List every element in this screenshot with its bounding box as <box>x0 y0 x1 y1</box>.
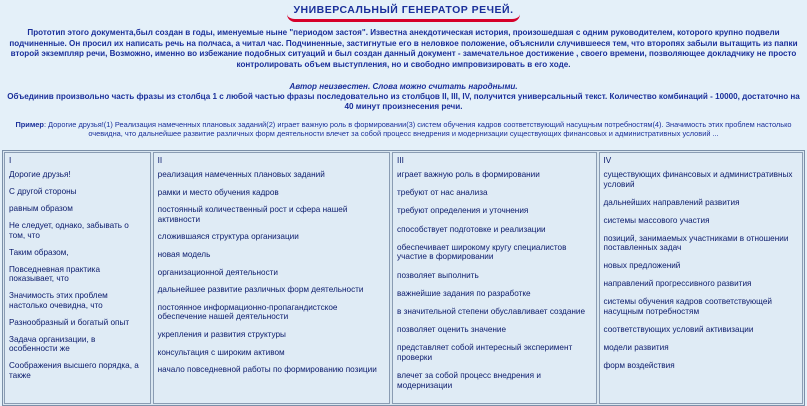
phrase-item: требуют от нас анализа <box>397 188 488 198</box>
column-header: IV <box>603 156 612 165</box>
phrase-item: существующих финансовых и административных условий <box>603 170 793 189</box>
title-bar <box>0 0 807 18</box>
column-header: III <box>397 156 404 165</box>
phrase-item: модели развития <box>603 342 669 352</box>
phrase-item: постоянный количественный рост и сфера нашей активности <box>157 205 348 224</box>
phrase-item: дальнейших направлений развития <box>603 197 740 207</box>
phrase-item: требуют определения и уточнения <box>397 206 529 216</box>
phrase-item: новых предложений <box>603 261 681 271</box>
phrase-item: начало повседневной работы по формированию позиции <box>157 365 377 375</box>
phrase-item: консультация с широким активом <box>157 347 285 357</box>
phrase-item: дальнейшее развитие различных форм деятельности <box>157 285 364 295</box>
phrase-item: играет важную роль в формировании <box>397 170 540 179</box>
phrase-item: представляет собой интересный эксперимент проверки <box>397 343 573 362</box>
phrase-item: Задача организации, в особенности же <box>9 334 96 354</box>
author-note: Автор неизвестен. Слова можно считать народными. <box>289 82 518 91</box>
phrase-item: в значительной степени обуславливает создание <box>397 306 586 316</box>
phrase-item: сложившаяся структура организации <box>157 232 299 242</box>
phrase-item: Не следует, однако, забывать о том, что <box>9 220 129 240</box>
example-paragraph <box>4 120 803 139</box>
instruction-paragraph: Объединив произвольно часть фразы из столбца 1 с любой частью фразы последовательно из столбцов II, III, IV, получится универсальный текст. Количество комбинаций - 10000, достаточно на 40 минут произнесения речи. <box>7 92 800 112</box>
phrase-item: позволяет выполнить <box>397 270 479 280</box>
phrase-item: соответствующих условий активизации <box>603 324 754 334</box>
column-3 <box>392 152 596 404</box>
phrase-item: Соображения высшего порядка, а также <box>9 361 139 380</box>
phrase-item: Повседневная практика показывает, что <box>9 264 101 284</box>
phrase-item: постоянное информационно-пропагандистское обеспечение нашей деятельности <box>157 302 338 322</box>
phrase-item: обеспечивает широкому кругу специалистов участие в формировании <box>397 242 567 262</box>
phrase-item: новая модель <box>157 249 211 259</box>
phrase-item: Дорогие друзья! <box>9 170 71 179</box>
phrase-item: С другой стороны <box>9 186 77 196</box>
phrase-item: способствует подготовке и реализации <box>397 224 546 234</box>
phrase-table <box>2 150 805 406</box>
example-text: : Дорогие друзья!(1) Реализация намеченных плановых заданий(2) играет важную роль в формировании(3) систем обучения кадров соответствующий насущным потребностям(4). Значимость этих проблем настолько очевидна, что дальнейшее развитие различных форм деятельности влечет за собой процесс внедрения и модернизации существующих финансовых и административных условий ... <box>43 120 792 139</box>
example-label: Пример <box>15 120 44 129</box>
phrase-item: Таким образом, <box>9 247 69 257</box>
phrase-item: организационной деятельности <box>157 267 279 277</box>
phrase-item: укрепления и развития структуры <box>157 329 286 339</box>
phrase-item: позиций, занимаемых участниками в отношении поставленных задач <box>603 233 789 253</box>
column-2 <box>153 152 390 404</box>
phrase-item: форм воздействия <box>603 360 675 370</box>
column-1 <box>4 152 151 404</box>
phrase-item: реализация намеченных плановых заданий <box>157 170 325 179</box>
phrase-item: Значимость этих проблем настолько очевидна, что <box>9 291 108 310</box>
page-title: УНИВЕРСАЛЬНЫЙ ГЕНЕРАТОР РЕЧЕЙ. <box>287 3 519 22</box>
phrase-item: позволяет оценить значение <box>397 325 507 335</box>
phrase-item: влечет за собой процесс внедрения и модернизации <box>397 371 541 390</box>
column-4 <box>599 152 803 404</box>
column-header: I <box>9 156 12 165</box>
phrase-item: Разнообразный и богатый опыт <box>9 317 130 327</box>
phrase-item: системы массового участия <box>603 215 710 225</box>
phrase-item: важнейшие задания по разработке <box>397 288 531 298</box>
intro-paragraph: Прототип этого документа,был создан в годы, именуемые ныне "периодом застоя". Известна анекдотическая история, произошедшая с одним руководителем, которого крупно подвели подчиненные. Он просил их написать речь на полчаса, а читал час. Подчиненные, застигнутые его в неловкое положение, объяснили случившееся тем, что второпях забыли вытащить из папки второй экземпляр речи, Возможно, именно во избежание подобных ситуаций и был создан данный документ - замечательное достижение , своего времени, позволяющее докладчику не просто контролировать объем выступления, но и свободно импровизировать в его ходе. <box>9 28 798 69</box>
phrase-item: системы обучения кадров соответствующей насущным потребностям <box>603 297 772 316</box>
phrase-item: рамки и место обучения кадров <box>157 187 279 197</box>
phrase-item: равным образом <box>9 203 73 213</box>
column-header: II <box>157 156 163 165</box>
phrase-item: направлений прогрессивного развития <box>603 279 752 289</box>
